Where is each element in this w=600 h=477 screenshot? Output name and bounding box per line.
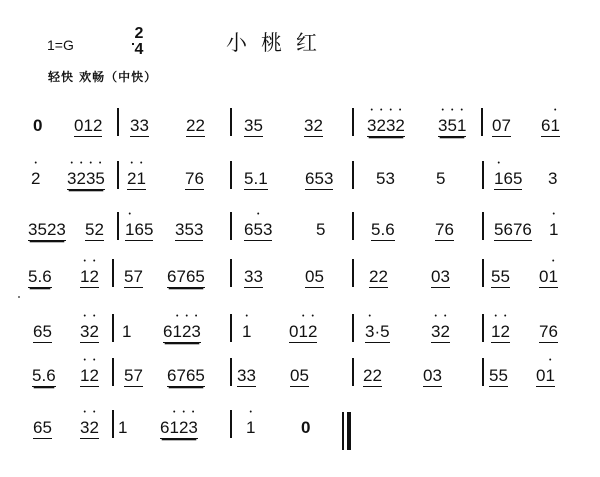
- note-group: • 3·5: [365, 322, 390, 342]
- note-group: 3523: [28, 220, 66, 239]
- note-group: • 1: [246, 418, 255, 438]
- note-group: 012: [74, 116, 103, 135]
- bar-line: [230, 161, 232, 189]
- note-group: • 1• 2: [80, 366, 99, 386]
- note-group: • 1: [242, 322, 251, 342]
- note-group: 55: [489, 366, 508, 385]
- bar-line: [352, 259, 354, 287]
- note-group: 57: [124, 366, 143, 385]
- bar-line: [230, 410, 232, 438]
- bar-line: [230, 212, 232, 240]
- note-group: 76: [539, 322, 558, 341]
- note-group: • 2• 1: [127, 169, 146, 189]
- bar-line: [117, 161, 119, 189]
- note-group: 653: [305, 169, 334, 188]
- bar-line: [230, 259, 232, 287]
- note-group: 0• 1• 2: [289, 322, 317, 342]
- note-group: 32: [304, 116, 323, 135]
- bar-line: [112, 314, 114, 342]
- bar-line: [482, 161, 484, 189]
- bar-line: [112, 358, 114, 386]
- tempo-marking: 轻快 欢畅（中快）: [48, 70, 158, 84]
- bar-line: [482, 212, 484, 240]
- note-group: 6765: [167, 366, 205, 385]
- note-group: 35: [244, 116, 263, 135]
- bar-line: [352, 108, 354, 136]
- note-group: 5676: [494, 220, 532, 239]
- note-group: 6• 1• 2• 3: [160, 418, 198, 438]
- note-group: 5: [316, 220, 326, 239]
- note-group: • 165: [494, 169, 522, 189]
- note-group: 353: [175, 220, 204, 239]
- note-group: • 3• 2• 3• 2: [367, 116, 405, 136]
- stray-mark: [18, 296, 20, 298]
- bar-line: [230, 314, 232, 342]
- bar-line: [352, 212, 354, 240]
- note-group: 53: [376, 169, 395, 188]
- note-group: • 3• 2: [80, 322, 99, 342]
- note-group: 5: [436, 169, 446, 188]
- note-group: 33: [237, 366, 256, 385]
- bar-line: [112, 410, 114, 438]
- key-signature: 1=G: [47, 37, 74, 53]
- note-group: 5.6: [371, 220, 395, 239]
- final-barline-thick: [347, 412, 351, 450]
- note-group: • 1• 2: [80, 267, 99, 287]
- note-group: • 3• 2• 3• 5: [67, 169, 105, 189]
- bar-line: [482, 259, 484, 287]
- note-group: 6• 53: [244, 220, 272, 240]
- note-group: 1: [118, 418, 128, 437]
- time-denominator: 4: [134, 41, 144, 58]
- note-group: 5.1: [244, 169, 268, 188]
- note-group: 55: [491, 267, 510, 286]
- note-group: • 3• 2: [431, 322, 450, 342]
- note-group: 5.6: [32, 366, 56, 385]
- note-group: 3: [548, 169, 558, 188]
- bar-line: [230, 358, 232, 386]
- note-group: 6• 1: [541, 116, 560, 136]
- note-group: 22: [186, 116, 205, 135]
- bar-line: [482, 358, 484, 386]
- bar-line: [352, 358, 354, 386]
- bar-line: [230, 108, 232, 136]
- note-group: • 1• 2: [491, 322, 510, 342]
- bar-line: [482, 314, 484, 342]
- note-group: 03: [423, 366, 442, 385]
- note-group: 22: [363, 366, 382, 385]
- song-title: 小桃红: [226, 31, 331, 55]
- bar-line: [481, 108, 483, 136]
- bar-line: [117, 212, 119, 240]
- note-group: • 1: [549, 220, 558, 240]
- note-group: 6765: [167, 267, 205, 286]
- note-group: 33: [244, 267, 263, 286]
- note-group: 1: [122, 322, 132, 341]
- note-group: 52: [85, 220, 104, 239]
- note-group: 0: [301, 418, 311, 437]
- bar-line: [112, 259, 114, 287]
- note-group: 0• 1: [539, 267, 558, 287]
- note-group: 07: [492, 116, 511, 135]
- note-group: 57: [124, 267, 143, 286]
- note-group: • 165: [125, 220, 153, 240]
- note-group: 65: [33, 418, 52, 437]
- note-group: 76: [435, 220, 454, 239]
- note-group: • 3• 5• 1: [438, 116, 466, 136]
- time-signature: [132, 26, 146, 58]
- final-barline-thin: [342, 412, 344, 450]
- note-group: 6• 1• 2• 3: [163, 322, 201, 342]
- note-group: 65: [33, 322, 52, 341]
- bar-line: [117, 108, 119, 136]
- note-group: • 2: [31, 169, 40, 189]
- note-group: • 3• 2: [80, 418, 99, 438]
- note-group: 33: [130, 116, 149, 135]
- note-group: 05: [305, 267, 324, 286]
- note-group: 22: [369, 267, 388, 286]
- bar-line: [352, 314, 354, 342]
- note-group: 0: [33, 116, 43, 135]
- note-group: 76: [185, 169, 204, 188]
- bar-line: [352, 161, 354, 189]
- note-group: 05: [290, 366, 309, 385]
- note-group: 5.6: [28, 267, 52, 286]
- note-group: 03: [431, 267, 450, 286]
- note-group: 0• 1: [536, 366, 555, 386]
- time-numerator: 2: [134, 25, 144, 42]
